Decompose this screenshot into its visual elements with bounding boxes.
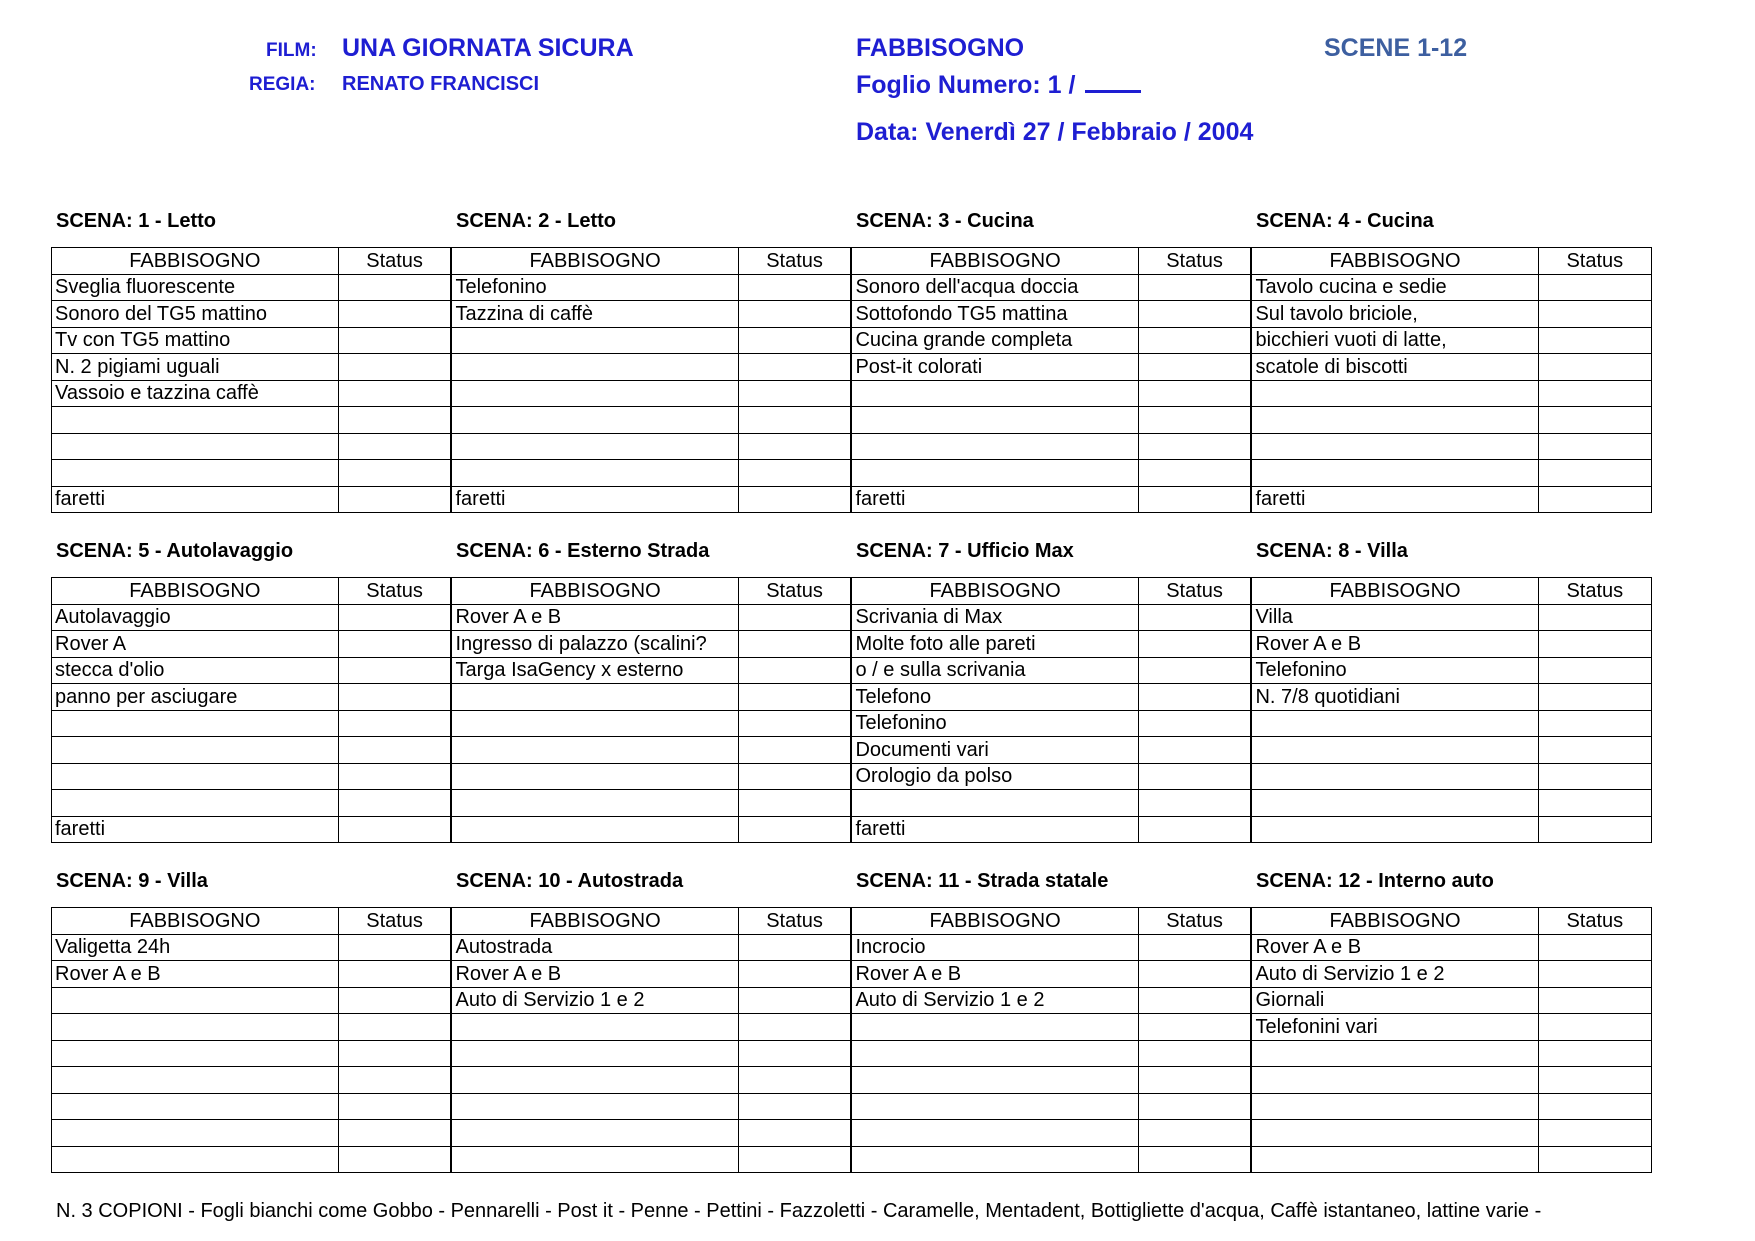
- status-cell: [1138, 274, 1251, 301]
- table-row: [52, 354, 1652, 381]
- item-cell: Sottofondo TG5 mattina: [851, 301, 1138, 328]
- item-cell: [1251, 763, 1538, 790]
- status-cell: [1138, 1093, 1251, 1120]
- item-cell: [52, 790, 339, 817]
- column-header-status: Status: [738, 248, 851, 275]
- item-cell: faretti: [851, 486, 1138, 513]
- column-header-status: Status: [1138, 908, 1251, 935]
- status-cell: [338, 684, 451, 711]
- status-cell: [338, 486, 451, 513]
- status-cell: [1538, 433, 1651, 460]
- foglio-total-blank: [1085, 68, 1141, 93]
- item-cell: Sul tavolo briciole,: [1251, 301, 1538, 328]
- status-cell: [338, 301, 451, 328]
- document-date: Data: Venerdì 27 / Febbraio / 2004: [856, 118, 1254, 146]
- item-cell: [451, 407, 738, 434]
- item-cell: [52, 433, 339, 460]
- item-cell: [451, 433, 738, 460]
- status-cell: [1538, 790, 1651, 817]
- footer-note: N. 3 COPIONI - Fogli bianchi come Gobbo - Pennarelli - Post it - Penne - Pettini - Fazzoletti - Caramelle, Mentadent, Bottigliette d'acqua, Caffè istantaneo, lattine varie -: [56, 1200, 1542, 1222]
- status-cell: [338, 1120, 451, 1147]
- table-header-row: [52, 908, 1652, 935]
- column-header-fabbisogno: FABBISOGNO: [1251, 908, 1538, 935]
- status-cell: [738, 1120, 851, 1147]
- item-cell: Auto di Servizio 1 e 2: [451, 987, 738, 1014]
- item-cell: [1251, 710, 1538, 737]
- status-cell: [1538, 486, 1651, 513]
- item-cell: [851, 1093, 1138, 1120]
- status-cell: [738, 710, 851, 737]
- item-cell: scatole di biscotti: [1251, 354, 1538, 381]
- item-cell: [451, 816, 738, 843]
- status-cell: [738, 301, 851, 328]
- item-cell: [52, 1146, 339, 1173]
- status-cell: [338, 327, 451, 354]
- table-row: [52, 380, 1652, 407]
- status-cell: [338, 460, 451, 487]
- scene-title: SCENA: 5 - Autolavaggio: [56, 540, 294, 562]
- status-cell: [738, 274, 851, 301]
- column-header-fabbisogno: FABBISOGNO: [451, 908, 738, 935]
- status-cell: [338, 1093, 451, 1120]
- item-cell: Rover A e B: [451, 604, 738, 631]
- item-cell: [851, 407, 1138, 434]
- item-cell: [52, 407, 339, 434]
- table-row: [52, 657, 1652, 684]
- table-row: [52, 327, 1652, 354]
- item-cell: Telefonini vari: [1251, 1014, 1538, 1041]
- item-cell: [451, 763, 738, 790]
- status-cell: [1538, 1014, 1651, 1041]
- column-header-fabbisogno: FABBISOGNO: [851, 578, 1138, 605]
- status-cell: [338, 987, 451, 1014]
- status-cell: [1138, 987, 1251, 1014]
- table-row: [52, 1040, 1652, 1067]
- column-header-fabbisogno: FABBISOGNO: [851, 908, 1138, 935]
- film-label: FILM:: [266, 40, 317, 61]
- item-cell: [52, 460, 339, 487]
- table-row: [52, 631, 1652, 658]
- item-cell: Autostrada: [451, 934, 738, 961]
- item-cell: Rover A e B: [1251, 631, 1538, 658]
- item-cell: Orologio da polso: [851, 763, 1138, 790]
- item-cell: [52, 1067, 339, 1094]
- item-cell: [451, 460, 738, 487]
- status-cell: [1138, 961, 1251, 988]
- column-header-fabbisogno: FABBISOGNO: [52, 248, 339, 275]
- item-cell: Scrivania di Max: [851, 604, 1138, 631]
- item-cell: [1251, 407, 1538, 434]
- table-row: [52, 934, 1652, 961]
- item-cell: [1251, 816, 1538, 843]
- status-cell: [1138, 934, 1251, 961]
- item-cell: [451, 1120, 738, 1147]
- status-cell: [1138, 1067, 1251, 1094]
- status-cell: [338, 1146, 451, 1173]
- item-cell: faretti: [1251, 486, 1538, 513]
- column-header-status: Status: [738, 578, 851, 605]
- status-cell: [338, 710, 451, 737]
- status-cell: [338, 961, 451, 988]
- item-cell: Rover A e B: [52, 961, 339, 988]
- column-header-fabbisogno: FABBISOGNO: [1251, 248, 1538, 275]
- status-cell: [1538, 684, 1651, 711]
- table-row: [52, 737, 1652, 764]
- item-cell: [451, 1014, 738, 1041]
- item-cell: [52, 763, 339, 790]
- column-header-status: Status: [1538, 578, 1651, 605]
- status-cell: [738, 684, 851, 711]
- item-cell: Incrocio: [851, 934, 1138, 961]
- status-cell: [738, 657, 851, 684]
- status-cell: [1138, 763, 1251, 790]
- table-row: [52, 790, 1652, 817]
- status-cell: [338, 407, 451, 434]
- status-cell: [1538, 460, 1651, 487]
- item-cell: Sonoro dell'acqua doccia: [851, 274, 1138, 301]
- item-cell: [851, 1067, 1138, 1094]
- item-cell: Molte foto alle pareti: [851, 631, 1138, 658]
- column-header-fabbisogno: FABBISOGNO: [851, 248, 1138, 275]
- status-cell: [1538, 1093, 1651, 1120]
- status-cell: [338, 604, 451, 631]
- item-cell: [451, 1093, 738, 1120]
- item-cell: N. 2 pigiami uguali: [52, 354, 339, 381]
- status-cell: [338, 763, 451, 790]
- item-cell: Telefono: [851, 684, 1138, 711]
- status-cell: [1538, 1040, 1651, 1067]
- table-row: [52, 987, 1652, 1014]
- status-cell: [1138, 657, 1251, 684]
- status-cell: [1538, 816, 1651, 843]
- scene-title: SCENA: 10 - Autostrada: [456, 870, 684, 892]
- scene-title: SCENA: 6 - Esterno Strada: [456, 540, 710, 562]
- table-row: [52, 816, 1652, 843]
- table-row: [52, 763, 1652, 790]
- column-header-status: Status: [338, 908, 451, 935]
- item-cell: [52, 737, 339, 764]
- status-cell: [738, 934, 851, 961]
- column-header-fabbisogno: FABBISOGNO: [451, 248, 738, 275]
- item-cell: faretti: [52, 816, 339, 843]
- item-cell: bicchieri vuoti di latte,: [1251, 327, 1538, 354]
- table-row: [52, 460, 1652, 487]
- table-row: [52, 1120, 1652, 1147]
- scene-title: SCENA: 9 - Villa: [56, 870, 208, 892]
- status-cell: [738, 407, 851, 434]
- status-cell: [1138, 1040, 1251, 1067]
- table-row: [52, 1093, 1652, 1120]
- item-cell: [52, 1093, 339, 1120]
- item-cell: [851, 433, 1138, 460]
- status-cell: [338, 274, 451, 301]
- item-cell: stecca d'olio: [52, 657, 339, 684]
- item-cell: N. 7/8 quotidiani: [1251, 684, 1538, 711]
- column-header-fabbisogno: FABBISOGNO: [1251, 578, 1538, 605]
- item-cell: [1251, 433, 1538, 460]
- status-cell: [1538, 604, 1651, 631]
- status-cell: [1538, 763, 1651, 790]
- status-cell: [738, 486, 851, 513]
- status-cell: [1538, 301, 1651, 328]
- item-cell: [52, 1120, 339, 1147]
- item-cell: [451, 380, 738, 407]
- item-cell: Ingresso di palazzo (scalini?: [451, 631, 738, 658]
- status-cell: [1138, 604, 1251, 631]
- regia-name: RENATO FRANCISCI: [342, 73, 540, 95]
- status-cell: [1138, 710, 1251, 737]
- item-cell: Sonoro del TG5 mattino: [52, 301, 339, 328]
- item-cell: [1251, 1067, 1538, 1094]
- item-cell: [451, 1146, 738, 1173]
- column-header-status: Status: [1138, 248, 1251, 275]
- status-cell: [1538, 987, 1651, 1014]
- item-cell: [1251, 380, 1538, 407]
- column-header-status: Status: [1538, 248, 1651, 275]
- table-header-row: [52, 578, 1652, 605]
- scene-title: SCENA: 7 - Ufficio Max: [856, 540, 1074, 562]
- item-cell: [451, 710, 738, 737]
- scene-title: SCENA: 12 - Interno auto: [1256, 870, 1494, 892]
- table-row: [52, 433, 1652, 460]
- item-cell: o / e sulla scrivania: [851, 657, 1138, 684]
- table-row: [52, 604, 1652, 631]
- item-cell: [1251, 1146, 1538, 1173]
- scene-title: SCENA: 11 - Strada statale: [856, 870, 1109, 892]
- status-cell: [1538, 657, 1651, 684]
- status-cell: [1538, 274, 1651, 301]
- table-row: [52, 710, 1652, 737]
- status-cell: [738, 1040, 851, 1067]
- column-header-fabbisogno: FABBISOGNO: [52, 578, 339, 605]
- item-cell: Post-it colorati: [851, 354, 1138, 381]
- item-cell: [451, 327, 738, 354]
- status-cell: [1138, 433, 1251, 460]
- status-cell: [738, 327, 851, 354]
- item-cell: [451, 737, 738, 764]
- scene-title: SCENA: 2 - Letto: [456, 210, 616, 232]
- table-row: [52, 684, 1652, 711]
- item-cell: Auto di Servizio 1 e 2: [1251, 961, 1538, 988]
- film-title: UNA GIORNATA SICURA: [342, 34, 634, 62]
- item-cell: [851, 1014, 1138, 1041]
- status-cell: [1138, 301, 1251, 328]
- table-row: [52, 1067, 1652, 1094]
- item-cell: [851, 460, 1138, 487]
- scene-title: SCENA: 4 - Cucina: [1256, 210, 1434, 232]
- requirements-table: [51, 577, 1652, 843]
- status-cell: [338, 1040, 451, 1067]
- fabbisogno-heading: FABBISOGNO: [856, 34, 1025, 62]
- item-cell: faretti: [851, 816, 1138, 843]
- scene-title: SCENA: 8 - Villa: [1256, 540, 1408, 562]
- status-cell: [738, 631, 851, 658]
- status-cell: [1538, 407, 1651, 434]
- status-cell: [1138, 407, 1251, 434]
- column-header-status: Status: [1138, 578, 1251, 605]
- item-cell: Giornali: [1251, 987, 1538, 1014]
- item-cell: Cucina grande completa: [851, 327, 1138, 354]
- item-cell: faretti: [451, 486, 738, 513]
- status-cell: [738, 1014, 851, 1041]
- status-cell: [1538, 737, 1651, 764]
- item-cell: [851, 380, 1138, 407]
- item-cell: Rover A: [52, 631, 339, 658]
- item-cell: Telefonino: [1251, 657, 1538, 684]
- table-row: [52, 301, 1652, 328]
- table-row: [52, 1014, 1652, 1041]
- status-cell: [338, 790, 451, 817]
- scene-title: SCENA: 1 - Letto: [56, 210, 216, 232]
- table-row: [52, 1146, 1652, 1173]
- status-cell: [738, 790, 851, 817]
- item-cell: Rover A e B: [851, 961, 1138, 988]
- status-cell: [1138, 354, 1251, 381]
- status-cell: [738, 1067, 851, 1094]
- item-cell: [451, 684, 738, 711]
- status-cell: [738, 763, 851, 790]
- column-header-fabbisogno: FABBISOGNO: [451, 578, 738, 605]
- item-cell: Vassoio e tazzina caffè: [52, 380, 339, 407]
- status-cell: [1138, 486, 1251, 513]
- item-cell: [1251, 790, 1538, 817]
- item-cell: Documenti vari: [851, 737, 1138, 764]
- status-cell: [1138, 1120, 1251, 1147]
- status-cell: [1538, 961, 1651, 988]
- status-cell: [1138, 816, 1251, 843]
- status-cell: [338, 737, 451, 764]
- status-cell: [738, 354, 851, 381]
- item-cell: Telefonino: [851, 710, 1138, 737]
- status-cell: [338, 1067, 451, 1094]
- status-cell: [338, 631, 451, 658]
- foglio-numero-text: Foglio Numero: 1 /: [856, 71, 1076, 99]
- status-cell: [738, 987, 851, 1014]
- status-cell: [738, 1093, 851, 1120]
- status-cell: [1138, 327, 1251, 354]
- item-cell: [52, 1040, 339, 1067]
- table-row: [52, 407, 1652, 434]
- column-header-status: Status: [738, 908, 851, 935]
- status-cell: [738, 816, 851, 843]
- item-cell: Tv con TG5 mattino: [52, 327, 339, 354]
- requirements-table: [51, 907, 1652, 1173]
- item-cell: Telefonino: [451, 274, 738, 301]
- status-cell: [1538, 710, 1651, 737]
- column-header-fabbisogno: FABBISOGNO: [52, 908, 339, 935]
- item-cell: [851, 1040, 1138, 1067]
- item-cell: [1251, 1120, 1538, 1147]
- table-row: [52, 274, 1652, 301]
- status-cell: [738, 961, 851, 988]
- status-cell: [1138, 1014, 1251, 1041]
- table-row: [52, 486, 1652, 513]
- status-cell: [1538, 380, 1651, 407]
- item-cell: [851, 1146, 1138, 1173]
- status-cell: [1538, 1146, 1651, 1173]
- scene-range: SCENE 1-12: [1324, 34, 1468, 62]
- status-cell: [1138, 631, 1251, 658]
- status-cell: [738, 380, 851, 407]
- item-cell: Villa: [1251, 604, 1538, 631]
- item-cell: Autolavaggio: [52, 604, 339, 631]
- item-cell: [851, 1120, 1138, 1147]
- status-cell: [338, 433, 451, 460]
- item-cell: Rover A e B: [1251, 934, 1538, 961]
- item-cell: Auto di Servizio 1 e 2: [851, 987, 1138, 1014]
- status-cell: [1538, 354, 1651, 381]
- status-cell: [338, 816, 451, 843]
- status-cell: [738, 460, 851, 487]
- foglio-numero: [856, 68, 1141, 100]
- item-cell: faretti: [52, 486, 339, 513]
- item-cell: [1251, 460, 1538, 487]
- column-header-status: Status: [1538, 908, 1651, 935]
- status-cell: [738, 604, 851, 631]
- status-cell: [738, 1146, 851, 1173]
- item-cell: [52, 987, 339, 1014]
- item-cell: Rover A e B: [451, 961, 738, 988]
- item-cell: [451, 1040, 738, 1067]
- item-cell: [451, 1067, 738, 1094]
- status-cell: [1138, 380, 1251, 407]
- status-cell: [338, 657, 451, 684]
- item-cell: [451, 790, 738, 817]
- scene-title: SCENA: 3 - Cucina: [856, 210, 1034, 232]
- item-cell: Tavolo cucina e sedie: [1251, 274, 1538, 301]
- status-cell: [338, 1014, 451, 1041]
- item-cell: Valigetta 24h: [52, 934, 339, 961]
- status-cell: [1538, 327, 1651, 354]
- item-cell: panno per asciugare: [52, 684, 339, 711]
- item-cell: [451, 354, 738, 381]
- status-cell: [338, 934, 451, 961]
- item-cell: Tazzina di caffè: [451, 301, 738, 328]
- item-cell: [52, 710, 339, 737]
- item-cell: [1251, 1040, 1538, 1067]
- status-cell: [1138, 684, 1251, 711]
- status-cell: [1138, 790, 1251, 817]
- item-cell: Sveglia fluorescente: [52, 274, 339, 301]
- status-cell: [338, 380, 451, 407]
- item-cell: Targa IsaGency x esterno: [451, 657, 738, 684]
- status-cell: [338, 354, 451, 381]
- column-header-status: Status: [338, 248, 451, 275]
- table-header-row: [52, 248, 1652, 275]
- status-cell: [1138, 737, 1251, 764]
- table-row: [52, 961, 1652, 988]
- item-cell: [1251, 737, 1538, 764]
- regia-label: REGIA:: [249, 74, 316, 95]
- status-cell: [738, 737, 851, 764]
- item-cell: [52, 1014, 339, 1041]
- requirements-table: [51, 247, 1652, 513]
- status-cell: [1538, 631, 1651, 658]
- item-cell: [1251, 1093, 1538, 1120]
- status-cell: [1138, 460, 1251, 487]
- status-cell: [1138, 1146, 1251, 1173]
- status-cell: [738, 433, 851, 460]
- status-cell: [1538, 1120, 1651, 1147]
- status-cell: [1538, 1067, 1651, 1094]
- status-cell: [1538, 934, 1651, 961]
- column-header-status: Status: [338, 578, 451, 605]
- item-cell: [851, 790, 1138, 817]
